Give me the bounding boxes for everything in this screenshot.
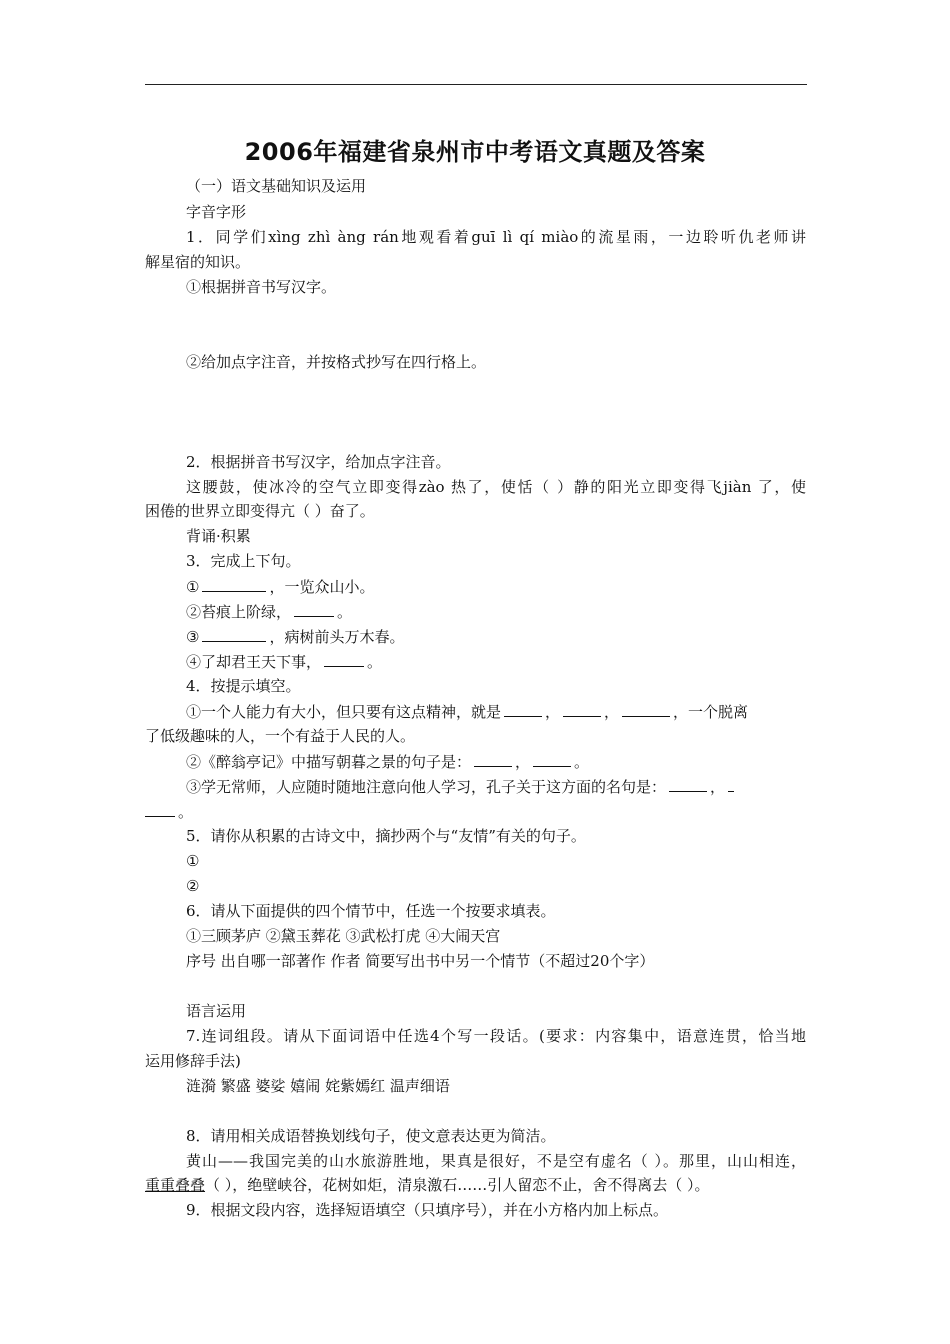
fill-blank[interactable] [202, 627, 266, 642]
question-5: 5．请你从积累的古诗文中，摘抄两个与“友情”有关的句子。 [186, 827, 586, 845]
question-3-item-4: ④了却君王天下事， 。 [186, 653, 383, 671]
fill-blank[interactable] [474, 752, 512, 767]
section-heading: （一）语文基础知识及运用 [186, 177, 367, 195]
subsection-heading: 语言运用 [186, 1002, 247, 1020]
question-6-options: ①三顾茅庐 ②黛玉葬花 ③武松打虎 ④大闹天宫 [186, 927, 501, 945]
question-1-part-b: ②给加点字注音，并按格式抄写在四行格上。 [186, 353, 487, 371]
question-7-cont: 运用修辞手法) [145, 1052, 241, 1070]
fill-blank[interactable] [669, 777, 707, 792]
question-7-words: 涟漪 繁盛 婆娑 嬉闹 姹紫嫣红 温声细语 [186, 1077, 450, 1095]
question-1-cont: 解星宿的知识。 [145, 253, 251, 271]
question-6-table-header: 序号 出自哪一部著作 作者 简要写出书中另一个情节（不超过20个字） [186, 952, 655, 970]
question-9: 9．根据文段内容，选择短语填空（只填序号），并在小方格内加上标点。 [186, 1201, 669, 1219]
question-3: 3．完成上下句。 [186, 552, 301, 570]
header-rule [145, 84, 807, 85]
question-7: 7.连词组段。请从下面词语中任选4个写一段话。(要求：内容集中，语意连贯，恰当地 [186, 1027, 806, 1045]
fill-blank[interactable] [294, 602, 334, 617]
question-2-text: 这腰鼓，使冰冷的空气立即变得zào 热了，使恬（ ）静的阳光立即变得飞jiàn 了，使 [186, 478, 806, 496]
subsection-heading: 字音字形 [186, 203, 247, 221]
question-4-item-1-cont: 了低级趣味的人，一个有益于人民的人。 [145, 727, 416, 745]
question-4-item-2: ②《醉翁亭记》中描写朝暮之景的句子是： ， 。 [186, 753, 590, 771]
fill-blank[interactable] [533, 752, 571, 767]
page-title: 2006年福建省泉州市中考语文真题及答案 [244, 138, 706, 166]
fill-blank[interactable] [728, 777, 734, 792]
question-8: 8．请用相关成语替换划线句子，使文意表达更为简洁。 [186, 1127, 556, 1145]
question-8-text-cont: 重重叠叠（ ），绝壁峡谷，花树如炬，清泉激石……引人留恋不止，舍不得离去（ ）。 [145, 1176, 710, 1194]
fill-blank[interactable] [202, 577, 266, 592]
fill-blank[interactable] [324, 652, 364, 667]
question-3-item-3: ③ ，病树前头万木春。 [186, 628, 405, 646]
question-4: 4．按提示填空。 [186, 677, 301, 695]
subsection-heading: 背诵·积累 [186, 527, 251, 545]
question-2-text-cont: 困倦的世界立即变得亢（ ）奋了。 [145, 502, 375, 520]
question-6: 6．请从下面提供的四个情节中，任选一个按要求填表。 [186, 902, 556, 920]
question-2: 2．根据拼音书写汉字，给加点字注音。 [186, 453, 451, 471]
underlined-phrase: 重重叠叠 [145, 1176, 206, 1194]
question-4-item-3-cont: 。 [145, 802, 193, 821]
fill-blank[interactable] [145, 802, 175, 817]
question-3-item-2: ②苔痕上阶绿， 。 [186, 603, 353, 621]
fill-blank[interactable] [622, 702, 670, 717]
fill-blank[interactable] [563, 702, 601, 717]
question-5-item-2: ② [186, 877, 200, 895]
question-1-part-a: ①根据拼音书写汉字。 [186, 278, 337, 296]
question-4-item-3: ③学无常师，人应随时随地注意向他人学习，孔子关于这方面的名句是： ， [186, 777, 737, 796]
question-3-item-1: ① ，一览众山小。 [186, 578, 375, 596]
question-8-text: 黄山——我国完美的山水旅游胜地，果真是很好，不是空有虚名（ ）。那里，山山相连， [186, 1152, 806, 1170]
fill-blank[interactable] [504, 702, 542, 717]
question-5-item-1: ① [186, 852, 200, 870]
question-4-item-1: ①一个人能力有大小，但只要有这点精神，就是 ， ， ，一个脱离 [186, 703, 749, 721]
question-1: 1．同学们xìng zhì àng rán地观看着guī lì qí miào的流星雨，一边聆听仇老师讲 [186, 228, 806, 246]
